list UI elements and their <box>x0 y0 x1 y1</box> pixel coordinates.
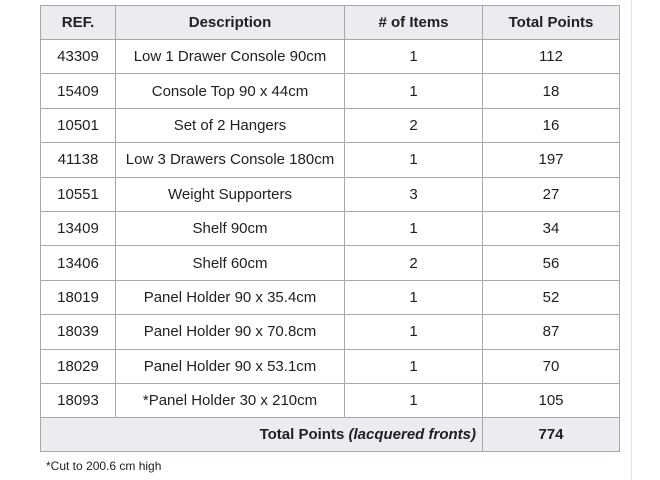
total-label-cell <box>41 418 483 452</box>
page-edge-divider <box>631 0 632 480</box>
total-label: Total Points <box>259 426 345 444</box>
cell-ref: 18019 <box>41 280 116 314</box>
cell-description: Weight Supporters <box>116 177 345 211</box>
cell-points: 112 <box>483 40 620 74</box>
parts-table <box>40 5 620 452</box>
cell-items: 1 <box>345 315 483 349</box>
cell-points: 27 <box>483 177 620 211</box>
cell-ref: 13406 <box>41 246 116 280</box>
table-row <box>41 349 620 383</box>
header-description: Description <box>116 6 345 40</box>
header-points: Total Points <box>483 6 620 40</box>
table-row <box>41 177 620 211</box>
cell-ref: 41138 <box>41 143 116 177</box>
cell-description: Low 3 Drawers Console 180cm <box>116 143 345 177</box>
cell-ref: 18093 <box>41 383 116 417</box>
cell-description: Shelf 60cm <box>116 246 345 280</box>
header-row <box>41 6 620 40</box>
cell-items: 1 <box>345 74 483 108</box>
table-row <box>41 246 620 280</box>
cell-items: 2 <box>345 108 483 142</box>
total-row <box>41 418 620 452</box>
cell-points: 197 <box>483 143 620 177</box>
cell-description: Panel Holder 90 x 35.4cm <box>116 280 345 314</box>
cell-points: 34 <box>483 211 620 245</box>
table-row <box>41 211 620 245</box>
cell-items: 1 <box>345 40 483 74</box>
table-row <box>41 143 620 177</box>
cell-description: Panel Holder 90 x 70.8cm <box>116 315 345 349</box>
cell-ref: 10551 <box>41 177 116 211</box>
cell-description: *Panel Holder 30 x 210cm <box>116 383 345 417</box>
cell-ref: 18039 <box>41 315 116 349</box>
footnote: *Cut to 200.6 cm high <box>46 459 162 473</box>
cell-ref: 43309 <box>41 40 116 74</box>
table-row <box>41 383 620 417</box>
table-row <box>41 108 620 142</box>
cell-items: 3 <box>345 177 483 211</box>
cell-items: 1 <box>345 143 483 177</box>
cell-description: Shelf 90cm <box>116 211 345 245</box>
cell-points: 87 <box>483 315 620 349</box>
cell-items: 1 <box>345 280 483 314</box>
table-row <box>41 74 620 108</box>
cell-points: 70 <box>483 349 620 383</box>
cell-ref: 18029 <box>41 349 116 383</box>
header-items: # of Items <box>345 6 483 40</box>
cell-items: 1 <box>345 211 483 245</box>
cell-ref: 10501 <box>41 108 116 142</box>
cell-points: 105 <box>483 383 620 417</box>
cell-items: 1 <box>345 383 483 417</box>
cell-points: 18 <box>483 74 620 108</box>
cell-items: 2 <box>345 246 483 280</box>
total-value: 774 <box>483 418 620 452</box>
cell-items: 1 <box>345 349 483 383</box>
cell-ref: 13409 <box>41 211 116 245</box>
header-ref: REF. <box>41 6 116 40</box>
cell-description: Set of 2 Hangers <box>116 108 345 142</box>
table-body <box>41 40 620 418</box>
cell-description: Panel Holder 90 x 53.1cm <box>116 349 345 383</box>
cell-description: Console Top 90 x 44cm <box>116 74 345 108</box>
cell-ref: 15409 <box>41 74 116 108</box>
cell-points: 52 <box>483 280 620 314</box>
table-row <box>41 40 620 74</box>
cell-points: 16 <box>483 108 620 142</box>
total-label-note: (lacquered fronts) <box>348 426 476 444</box>
cell-points: 56 <box>483 246 620 280</box>
table-row <box>41 315 620 349</box>
table-row <box>41 280 620 314</box>
cell-description: Low 1 Drawer Console 90cm <box>116 40 345 74</box>
